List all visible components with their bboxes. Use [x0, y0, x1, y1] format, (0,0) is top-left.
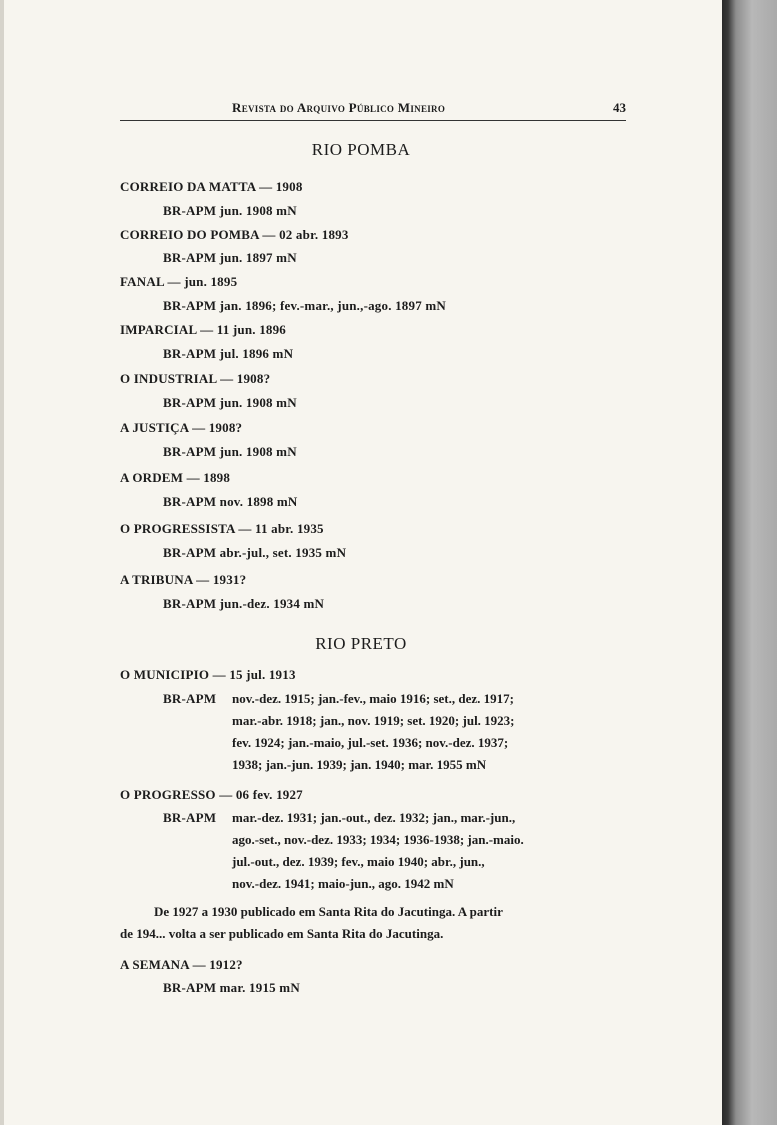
entry-holdings: BR-APM jun. 1908 mN	[163, 395, 297, 410]
entry-title: O PROGRESSISTA — 11 abr. 1935	[120, 521, 324, 536]
page-left-edge	[0, 0, 4, 1125]
entry-holdings-prefix: BR-APM	[163, 810, 217, 825]
publication-note	[120, 901, 626, 945]
entry-title: A ORDEM — 1898	[120, 470, 231, 485]
holdings-line: jul.-out., dez. 1939; fev., maio 1940; abr., jun.,	[232, 854, 485, 869]
entry-holdings-list	[232, 807, 524, 895]
section-title-rio-preto: RIO PRETO	[315, 634, 407, 653]
entry-title: O PROGRESSO — 06 fev. 1927	[120, 787, 303, 802]
entry-title: IMPARCIAL — 11 jun. 1896	[120, 322, 286, 337]
holdings-line: ago.-set., nov.-dez. 1933; 1934; 1936-1938; jan.-maio.	[232, 832, 524, 847]
running-header	[120, 98, 626, 121]
entry-title: A JUSTIÇA — 1908?	[120, 420, 243, 435]
entry-holdings-prefix: BR-APM	[163, 691, 217, 706]
holdings-line: mar.-dez. 1931; jan.-out., dez. 1932; jan., mar.-jun.,	[232, 810, 516, 825]
book-page-edge	[722, 0, 777, 1125]
entry-holdings: BR-APM jun. 1908 mN	[163, 203, 297, 218]
entry-holdings: BR-APM jan. 1896; fev.-mar., jun.,-ago. 1897 mN	[163, 298, 446, 313]
entry-title: A TRIBUNA — 1931?	[120, 572, 247, 587]
entry-title: O INDUSTRIAL — 1908?	[120, 371, 271, 386]
entry-title: CORREIO DA MATTA — 1908	[120, 179, 303, 194]
entry-holdings: BR-APM mar. 1915 mN	[163, 980, 300, 995]
holdings-line: mar.-abr. 1918; jan., nov. 1919; set. 1920; jul. 1923;	[232, 713, 515, 728]
holdings-line: nov.-dez. 1915; jan.-fev., maio 1916; set., dez. 1917;	[232, 691, 514, 706]
entry-holdings: BR-APM abr.-jul., set. 1935 mN	[163, 545, 347, 560]
entry-holdings: BR-APM jun. 1897 mN	[163, 250, 297, 265]
note-line: De 1927 a 1930 publicado em Santa Rita do Jacutinga. A partir	[154, 904, 503, 919]
entry-title: CORREIO DO POMBA — 02 abr. 1893	[120, 227, 349, 242]
note-line: de 194... volta a ser publicado em Santa Rita do Jacutinga.	[120, 926, 444, 941]
entry-holdings: BR-APM nov. 1898 mN	[163, 494, 298, 509]
entry-holdings: BR-APM jun. 1908 mN	[163, 444, 297, 459]
entry-holdings: BR-APM jun.-dez. 1934 mN	[163, 596, 325, 611]
entry-title: FANAL — jun. 1895	[120, 274, 238, 289]
page-number: 43	[613, 100, 626, 115]
section-title-rio-pomba: RIO POMBA	[311, 140, 411, 159]
entry-holdings-list	[232, 688, 515, 776]
running-title: Revista do Arquivo Público Mineiro	[232, 100, 446, 115]
holdings-line: 1938; jan.-jun. 1939; jan. 1940; mar. 1955 mN	[232, 757, 487, 772]
entry-holdings: BR-APM jul. 1896 mN	[163, 346, 294, 361]
holdings-line: nov.-dez. 1941; maio-jun., ago. 1942 mN	[232, 876, 454, 891]
entry-title: A SEMANA — 1912?	[120, 957, 243, 972]
holdings-line: fev. 1924; jan.-maio, jul.-set. 1936; nov.-dez. 1937;	[232, 735, 509, 750]
entry-title: O MUNICIPIO — 15 jul. 1913	[120, 667, 296, 682]
